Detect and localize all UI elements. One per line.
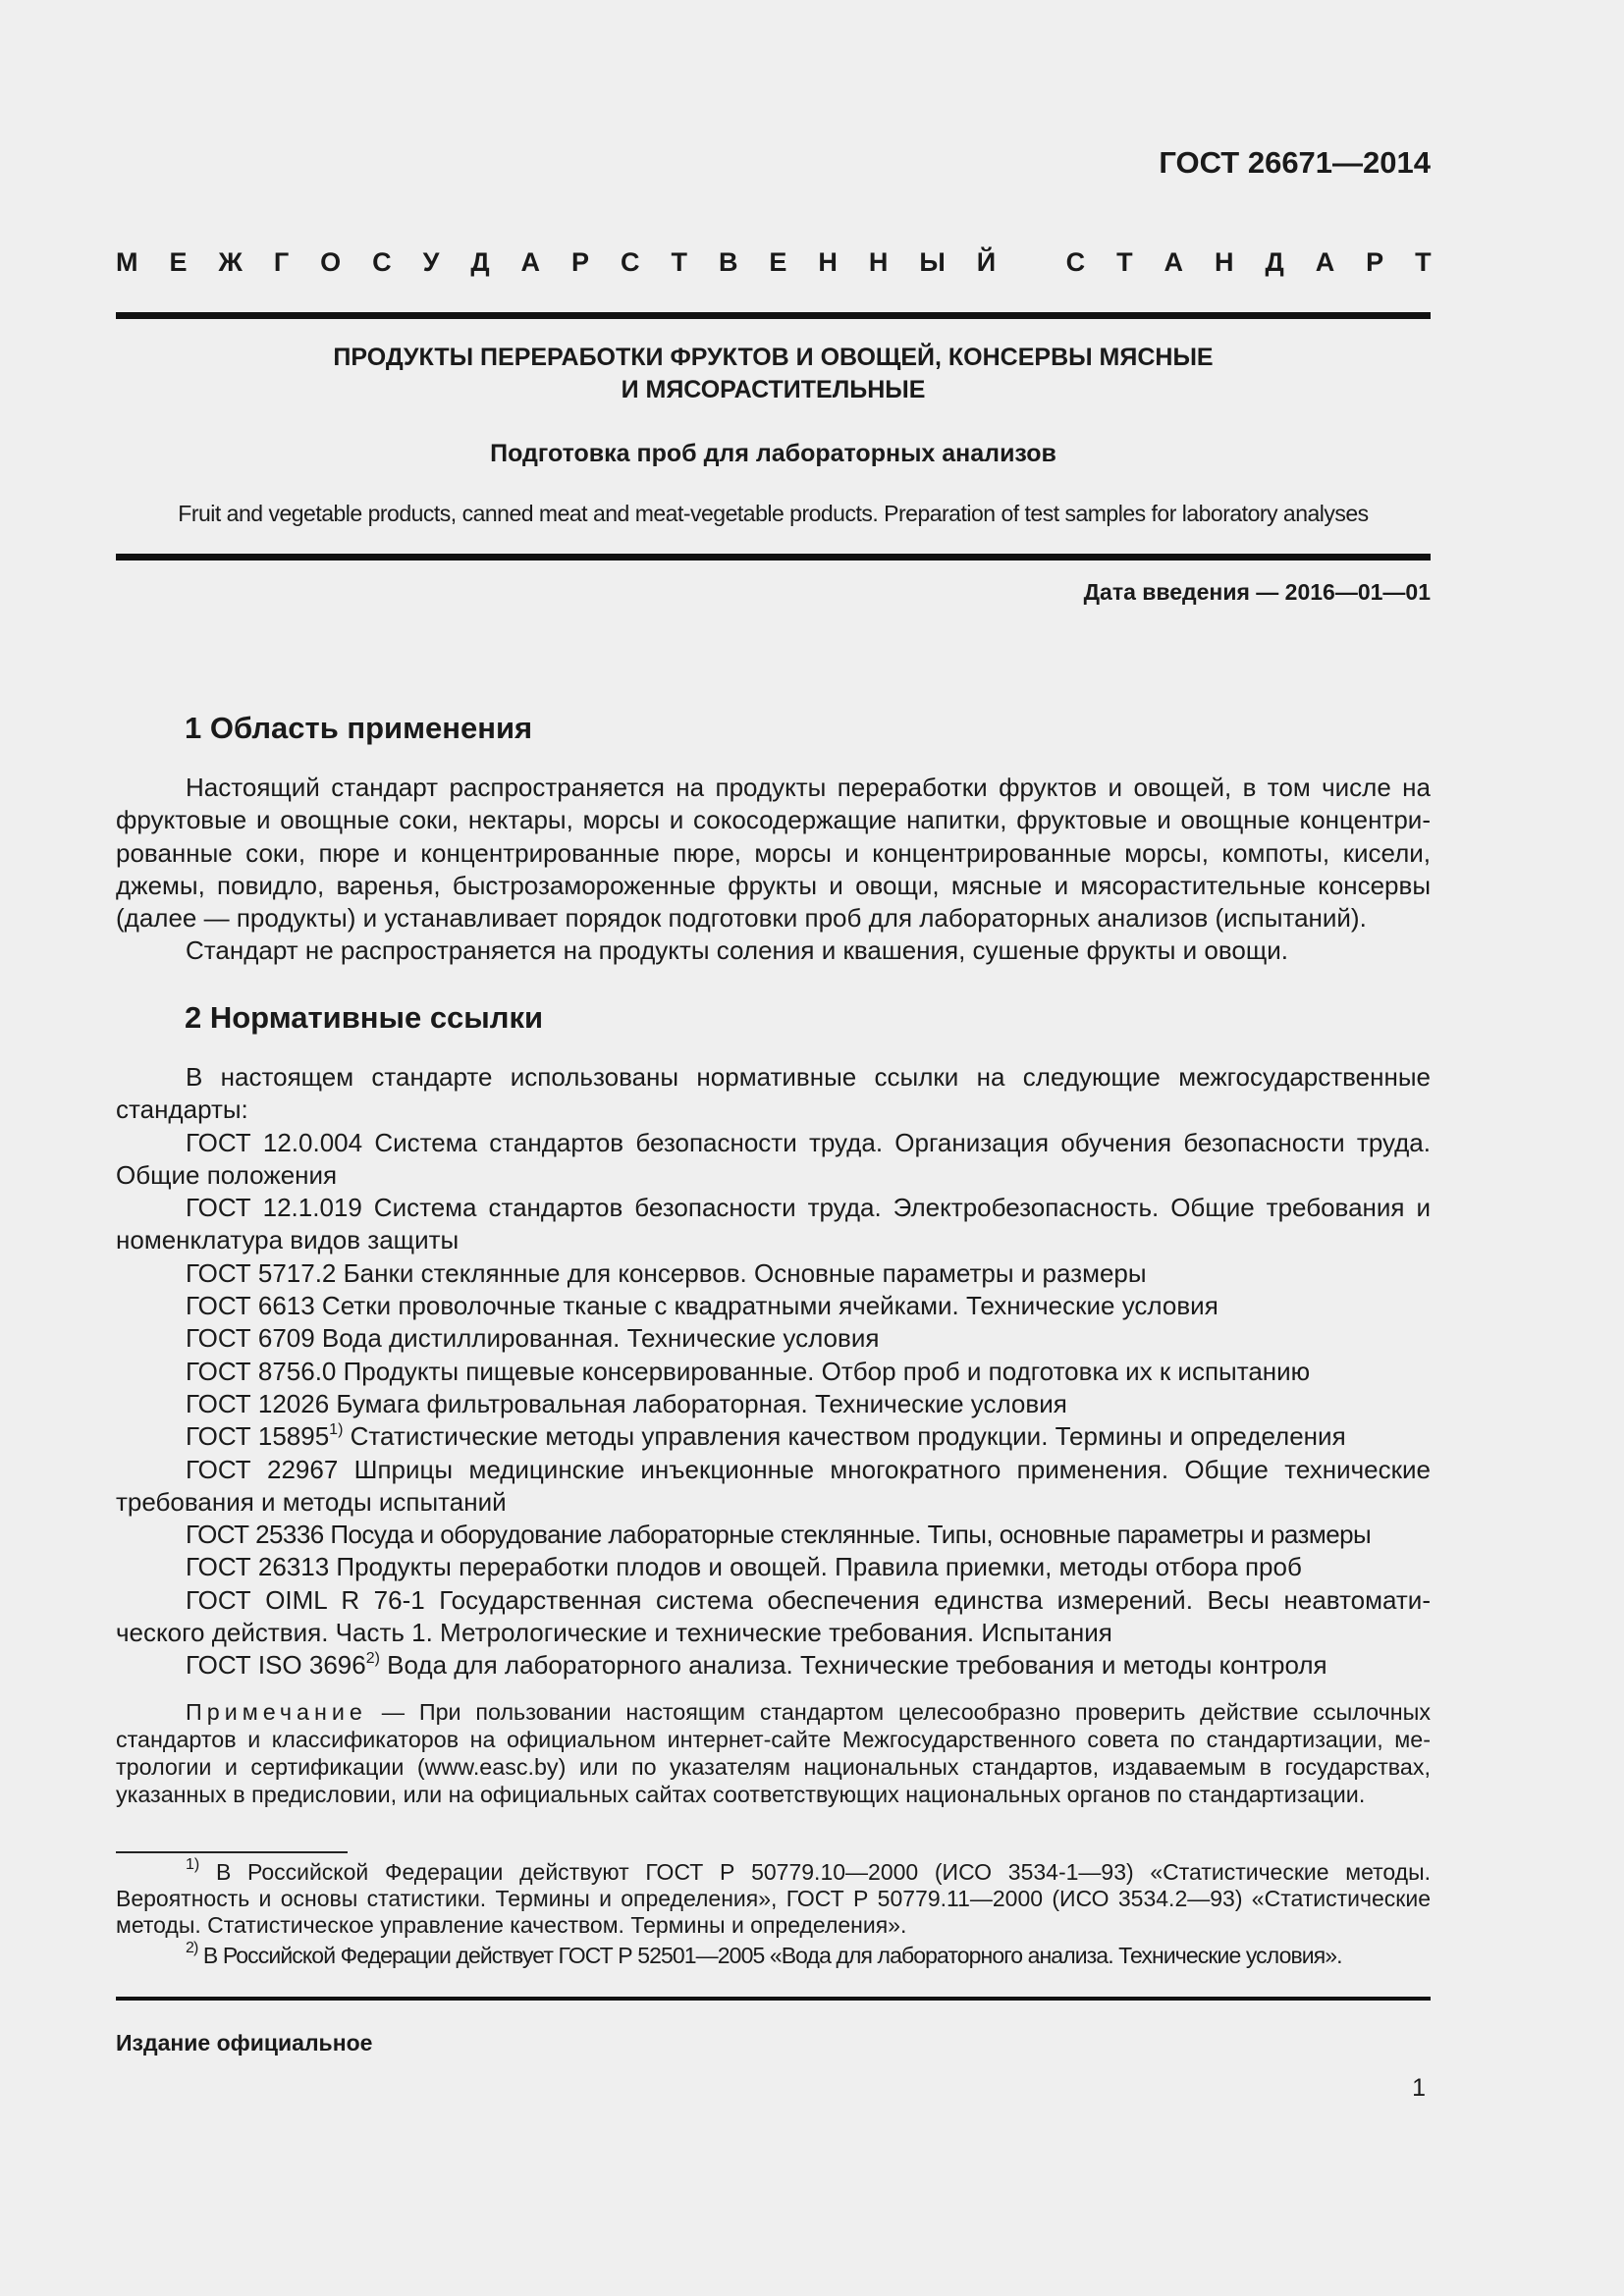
title-rule bbox=[116, 554, 1431, 561]
footnote-2-text: В Российской Федерации действует ГОСТ Р 52501—2005 «Вода для лабораторного анализа. Технические условия». bbox=[197, 1943, 1342, 1968]
introduction-date: Дата введения — 2016—01—01 bbox=[1083, 579, 1431, 605]
header-rule bbox=[116, 312, 1431, 319]
document-subtitle: Подготовка проб для лабораторных анализов bbox=[490, 440, 1056, 467]
reference-code: ГОСТ 15895 bbox=[186, 1421, 330, 1452]
banner-letter: Т bbox=[1415, 247, 1432, 277]
banner-letter: У bbox=[422, 247, 440, 277]
banner-letter: О bbox=[320, 247, 342, 277]
banner-gap bbox=[1027, 247, 1035, 278]
footnote-separator bbox=[116, 1851, 348, 1853]
note-label: Примечание bbox=[186, 1699, 367, 1725]
banner-letter: С bbox=[372, 247, 392, 277]
section-2-intro: В настоящем стандарте использованы нормативные ссылки на следующие межгосударственные стандарты: bbox=[116, 1062, 1431, 1125]
section-1-paragraph: Настоящий стандарт распространяется на продукты переработки фруктов и овощей, в том числе на фруктовые и овощные соки, нектары, морсы и сокосодержащие напитки, фруктовые и овощные концентрированные соки, пюре и концентрированные пюре, морсы и концентрированные морсы, компоты, кисели, джемы, повидло, варенья, быстрозамороженные фрукты и овощи, мясные и мясорастительные консервы (далее — продукты) и устанавливает порядок подготовки проб для лабораторных анализов (испытаний). bbox=[116, 773, 1431, 934]
footnote-2 bbox=[116, 1940, 1431, 1969]
official-edition-label: Издание официальное bbox=[116, 2030, 373, 2056]
section-1-heading: 1 Область применения bbox=[185, 711, 533, 745]
section-1-paragraph: Стандарт не распространяется на продукты соления и квашения, сушеные фрукты и овощи. bbox=[186, 935, 1288, 966]
note-block bbox=[116, 1698, 1431, 1808]
reference-item: ГОСТ OIML R 76-1 Государственная система обеспечения единства измерений. Весы неавтоматического действия. Часть 1. Метрологические и технические требования. Испытания bbox=[116, 1584, 1431, 1648]
footnote-2-marker: 2) bbox=[186, 1940, 198, 1957]
banner-letter: А bbox=[520, 247, 541, 277]
banner-letter: Т bbox=[671, 247, 687, 277]
banner-letter: М bbox=[116, 247, 138, 277]
reference-item: ГОСТ 8756.0 Продукты пищевые консервированные. Отбор проб и подготовка их к испытанию bbox=[186, 1356, 1311, 1386]
reference-item bbox=[116, 1649, 1431, 1682]
banner-letter: С bbox=[1065, 247, 1086, 277]
footnotes bbox=[116, 1856, 1431, 1969]
page-number: 1 bbox=[1412, 2074, 1426, 2102]
banner-letter: Д bbox=[1265, 247, 1284, 277]
reference-code: ГОСТ ISO 3696 bbox=[186, 1650, 366, 1681]
title-line-2: И МЯСОРАСТИТЕЛЬНЫЕ bbox=[621, 376, 926, 403]
section-2-heading: 2 Нормативные ссылки bbox=[185, 1000, 544, 1035]
reference-item: ГОСТ 12026 Бумага фильтровальная лабораторная. Технические условия bbox=[186, 1388, 1067, 1418]
reference-item: ГОСТ 22967 Шприцы медицинские инъекционные многократного применения. Общие технические требования и методы испытаний bbox=[116, 1454, 1431, 1517]
banner-letter: Ж bbox=[218, 247, 243, 277]
english-title: Fruit and vegetable products, canned meat and meat-vegetable products. Preparation of test samples for laboratory analyses bbox=[178, 501, 1369, 526]
footnote-marker: 2) bbox=[365, 1649, 380, 1667]
standard-banner bbox=[116, 247, 1432, 278]
footer-rule bbox=[116, 1997, 1431, 2001]
reference-item: ГОСТ 25336 Посуда и оборудование лабораторные стеклянные. Типы, основные параметры и размеры bbox=[186, 1520, 1372, 1550]
banner-letter: Д bbox=[470, 247, 490, 277]
footnote-1 bbox=[116, 1856, 1431, 1939]
banner-letter: Н bbox=[818, 247, 838, 277]
footnote-1-text: В Российской Федерации действуют ГОСТ Р 50779.10—2000 (ИСО 3534-1—93) «Статистические методы. Вероятность и основы статистики. Термины и определения», ГОСТ Р 50779.11—2000 (ИСО 3534.2—93) «Статистические методы. Статистическое управление качеством. Термины и определения». bbox=[116, 1859, 1431, 1938]
banner-letter: А bbox=[1164, 247, 1184, 277]
note-text: — При пользовании настоящим стандартом целесообразно проверить действие ссылочных стандартов и классификаторов на официальном интернет-сайте Межгосударственного совета по стандартизации, метрологии и сертификации (www.easc.by) или по указателям национальных стандартов, издаваемым в государствах, указанных в предисловии, или на официальных сайтах соответствующих национальных органов по стандартизации. bbox=[116, 1699, 1431, 1807]
banner-letter: Е bbox=[169, 247, 188, 277]
reference-item: ГОСТ 6709 Вода дистиллированная. Технические условия bbox=[186, 1323, 880, 1354]
reference-item bbox=[116, 1420, 1431, 1453]
reference-item: ГОСТ 26313 Продукты переработки плодов и овощей. Правила приемки, методы отбора проб bbox=[186, 1552, 1302, 1582]
title-line-1: ПРОДУКТЫ ПЕРЕРАБОТКИ ФРУКТОВ И ОВОЩЕЙ, КОНСЕРВЫ МЯСНЫЕ bbox=[333, 344, 1214, 371]
banner-letter: Г bbox=[273, 247, 290, 277]
section-1-body bbox=[116, 772, 1431, 968]
footnote-marker: 1) bbox=[329, 1420, 344, 1438]
banner-letter: Н bbox=[868, 247, 889, 277]
banner-letter: Н bbox=[1215, 247, 1234, 277]
banner-letter: В bbox=[718, 247, 738, 277]
document-title bbox=[116, 342, 1431, 406]
footnote-1-marker: 1) bbox=[186, 1856, 200, 1874]
banner-letter: Й bbox=[976, 247, 997, 277]
banner-letter: Р bbox=[1366, 247, 1384, 277]
reference-text: Статистические методы управления качеством продукции. Термины и определения bbox=[343, 1421, 1346, 1452]
reference-item: ГОСТ 5717.2 Банки стеклянные для консервов. Основные параметры и размеры bbox=[186, 1257, 1147, 1288]
banner-letter: Ы bbox=[919, 247, 946, 277]
banner-letter: Е bbox=[769, 247, 787, 277]
reference-item: ГОСТ 12.0.004 Система стандартов безопасности труда. Организация обучения безопасности труда. Общие положения bbox=[116, 1127, 1431, 1190]
section-2-body bbox=[116, 1061, 1431, 1682]
banner-letter: С bbox=[621, 247, 640, 277]
banner-letter: А bbox=[1315, 247, 1335, 277]
document-number: ГОСТ 26671—2014 bbox=[1159, 145, 1431, 180]
banner-letter: Т bbox=[1116, 247, 1133, 277]
reference-item: ГОСТ 6613 Сетки проволочные тканые с квадратными ячейками. Технические условия bbox=[186, 1291, 1218, 1321]
banner-letter: Р bbox=[571, 247, 590, 277]
reference-item: ГОСТ 12.1.019 Система стандартов безопасности труда. Электробезопасность. Общие требования и номенклатура видов защиты bbox=[116, 1193, 1431, 1255]
reference-text: Вода для лабораторного анализа. Технические требования и методы контроля bbox=[379, 1650, 1327, 1681]
